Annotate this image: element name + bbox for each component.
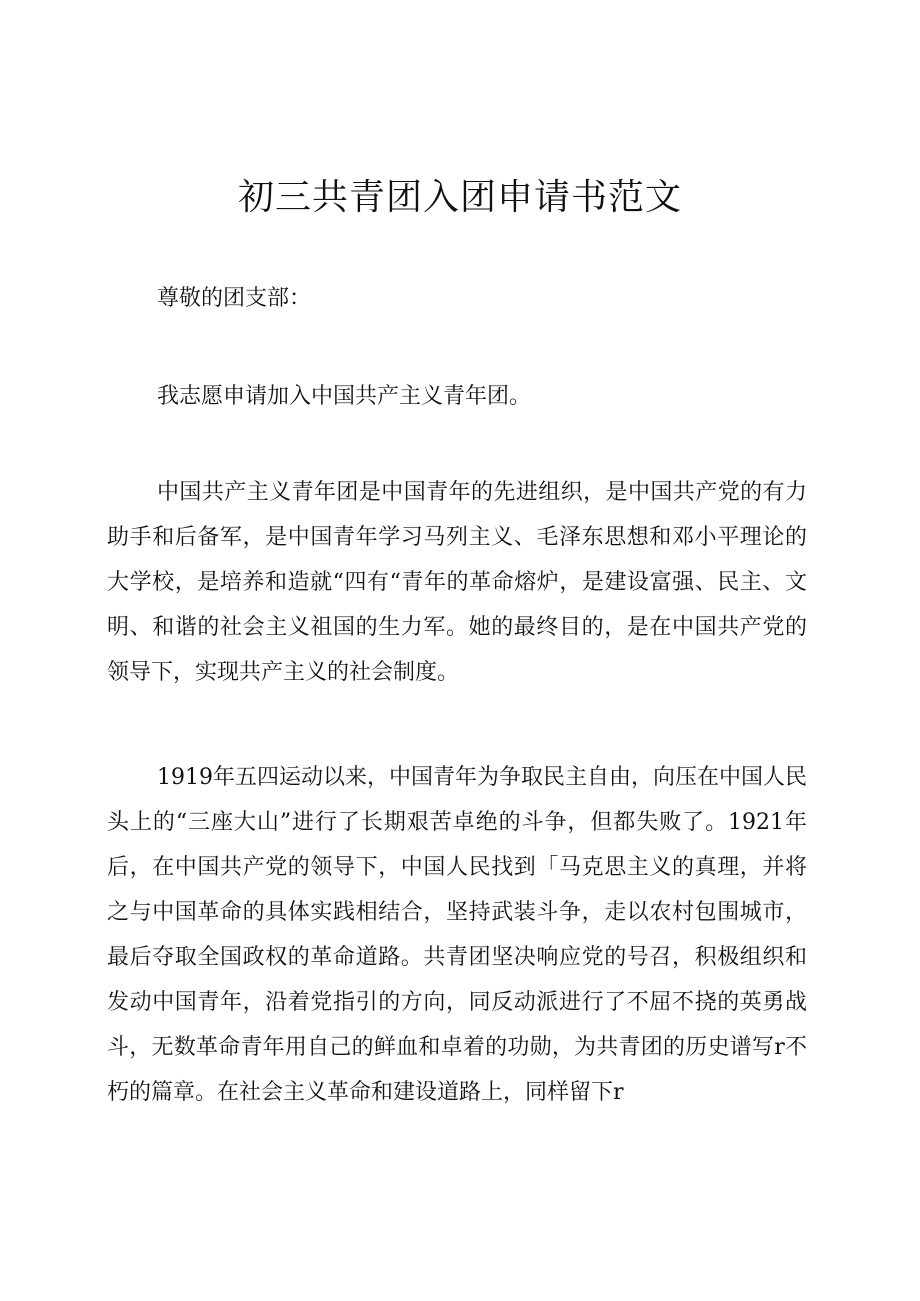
salutation: 尊敬的团支部： [157, 286, 312, 311]
document-title: 初三共青团入团申请书范文 [237, 177, 682, 218]
paragraph-history: 1919年五四运动以来，中国青年为争取民主自由，向压在中国人民头上的“三座大山”进行了长期艰苦卓绝的斗争，但都失败了。1921年后，在中国共产党的领导下，中国人民找到「马克思主义的真理，并将之与中国革命的具体实践相结合，坚持武装斗争，走以农村包围城市，最后夺取全国政权的革命道路。共青团坚决响应党的号召，积极组织和发动中国青年，沿着党指引的方向，同反动派进行了不屈不挠的英勇战斗，无数革命青年用自己的鲜血和卓着的功勋，为共青团的历史谱写r不朽的篇章。在社会主义革命和建设道路上，同样留下r [107, 765, 807, 1105]
paragraph-league-description: 中国共产主义青年团是中国青年的先进组织，是中国共产党的有力助手和后备军，是中国青年学习马列主义、毛泽东思想和邓小平理论的大学校，是培养和造就“四有“青年的革命熔炉，是建设富强、民主、文明、和谐的社会主义祖国的生力军。她的最终目的，是在中国共产党的领导下，实现共产主义的社会制度。 [107, 480, 807, 685]
paragraph-intro: 我志愿申请加入中国共产主义青年团。 [157, 384, 532, 409]
